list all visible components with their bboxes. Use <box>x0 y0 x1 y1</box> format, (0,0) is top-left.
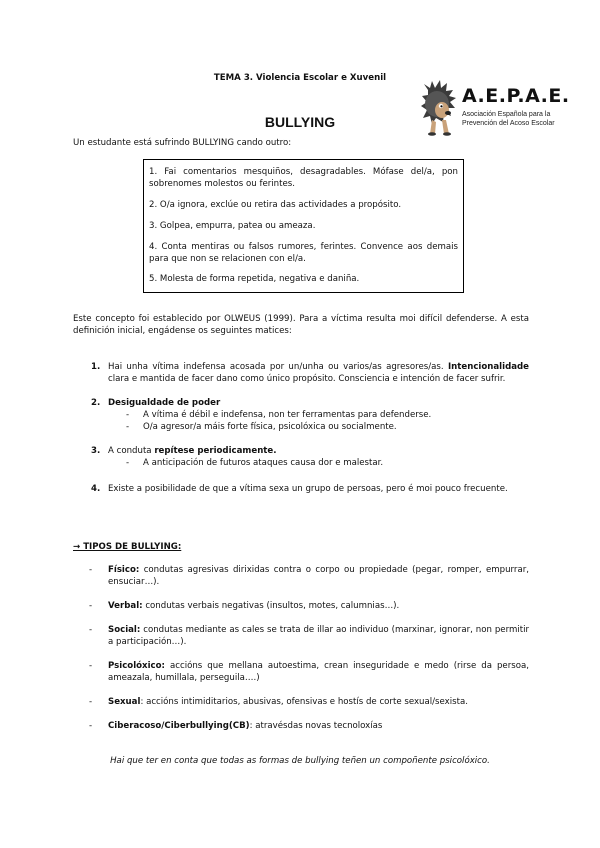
sub-item: - A vítima é débil e indefensa, non ter ferramentas para defenderse. <box>126 410 432 420</box>
nuance-item <box>73 361 529 385</box>
concept-paragraph: Este concepto foi establecido por OLWEUS (1999). Para a víctima resulta moi difícil defenderse. A esta definición inicial, engádense os seguintes matices: <box>73 314 529 336</box>
type-item: - Sexual: accións intimiditarios, abusivas, ofensivas e hostís de corte sexual/sexista. <box>89 697 468 707</box>
nuances-list <box>73 361 529 495</box>
nuance-item <box>73 445 529 469</box>
behaviour-item: 3. Golpea, empurra, patea ou ameaza. <box>149 221 316 231</box>
behaviour-item: 1. Fai comentarios mesquiños, desagradables. Mófase del/a, pon sobrenomes molestos ou ferintes. <box>149 167 458 189</box>
types-heading: → TIPOS DE BULLYING: <box>73 542 182 552</box>
logo-title: A.E.P.A.E. <box>462 85 570 107</box>
logo-subtitle-line1: Asociación Española para la <box>462 111 551 118</box>
item-bold-term: Desigualdade de poder <box>108 398 221 408</box>
logo-subtitle-line2: Prevención del Acoso Escolar <box>462 120 555 127</box>
behaviour-item: 2. O/a ignora, exclúe ou retira das actividades a propósito. <box>149 200 402 210</box>
nuance-item <box>73 397 529 433</box>
type-item: - Social: condutas mediante as cales se trata de illar ao individuo (marxinar, ignorar, non permitir a participación…). <box>89 625 529 647</box>
closing-note: Hai que ter en conta que todas as formas de bullying teñen un compoñente psicolóxico. <box>110 756 490 766</box>
intro-text: Un estudante está sufrindo BULLYING cando outro: <box>73 138 292 148</box>
item-text: Existe a posibilidade de que a vítima sexa un grupo de persoas, pero é moi pouco frecuente. <box>108 484 508 494</box>
behaviour-item: 5. Molesta de forma repetida, negativa e daniña. <box>149 274 360 284</box>
nuance-item <box>73 483 529 495</box>
item-number: 4. <box>91 484 101 494</box>
behaviour-item: 4. Conta mentiras ou falsos rumores, ferintes. Convence aos demais para que non se relacionen con el/a. <box>149 242 458 264</box>
item-number: 1. <box>91 362 101 372</box>
item-number: 3. <box>91 446 101 456</box>
item-bold-term: Intencionalidade <box>447 362 530 372</box>
type-item: - Verbal: condutas verbais negativas (insultos, motes, calumnias…). <box>89 601 400 611</box>
item-bold-term: repítese periodicamente. <box>154 446 277 456</box>
item-text: Hai unha vítima indefensa acosada por un/unha ou varios/as agresores/as. <box>108 362 444 372</box>
item-number: 2. <box>91 398 101 408</box>
type-item: - Psicolóxico: accións que mellana autoestima, crean inseguridade e medo (rirse da persoa, ameazala, humillala, perseguila….) <box>89 661 529 683</box>
sub-item: - A anticipación de futuros ataques causa dor e malestar. <box>126 458 384 468</box>
item-text: clara e mantida de facer dano como único propósito. Consciencia e intención de facer sufrir. <box>108 374 506 384</box>
page-title: BULLYING <box>264 114 336 130</box>
type-item: - Ciberacoso/Ciberbullying(CB): atravésdas novas tecnoloxías <box>89 721 383 731</box>
type-item: - Físico: condutas agresivas dirixidas contra o corpo ou propiedade (pegar, romper, empurrar, ensuciar…). <box>89 565 529 587</box>
sub-list <box>108 457 529 469</box>
sub-list <box>108 409 529 433</box>
item-text: A conduta <box>108 446 155 456</box>
theme-heading: TEMA 3. Violencia Escolar e Xuvenil <box>213 73 387 83</box>
sub-item: - O/a agresor/a máis forte física, psicolóxica ou socialmente. <box>126 422 397 432</box>
behaviours-box <box>143 159 464 293</box>
types-list <box>73 564 529 732</box>
